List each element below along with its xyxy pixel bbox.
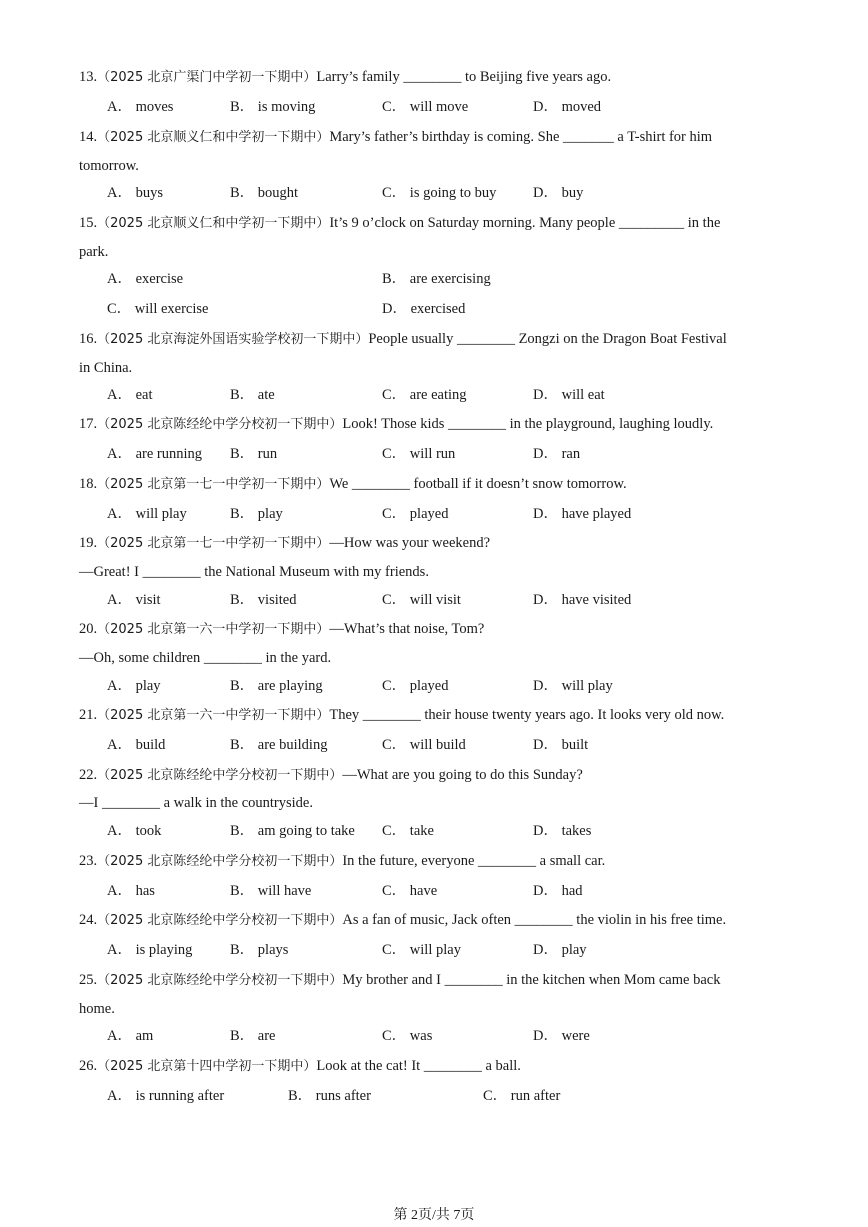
option-d: D． buy (533, 185, 584, 201)
question-text: in China. (79, 360, 133, 376)
question-line (0, 792, 868, 814)
option-b: B． will have (230, 883, 312, 899)
option-a: A． is playing (107, 942, 193, 958)
question-stem: —What are you going to do this Sunday? (342, 767, 583, 783)
option-d: D． were (533, 1028, 590, 1044)
question-line (0, 532, 868, 554)
question-stem: In the future, everyone ________ a small car. (342, 853, 606, 869)
option-d: D． will play (533, 678, 613, 694)
question-text (79, 66, 611, 89)
option-a: A． will play (107, 506, 187, 522)
option-c: C． played (382, 678, 449, 694)
option-a: A． is running after (107, 1088, 225, 1104)
option-b: B． are playing (230, 678, 323, 694)
options-row (0, 880, 868, 902)
question-text (79, 850, 605, 873)
options-row (0, 1085, 868, 1107)
question-line (0, 1055, 868, 1077)
question-source: （2025 北京第一七一中学初一下期中） (97, 477, 330, 492)
option-b: B． runs after (288, 1088, 371, 1104)
question-text (79, 473, 627, 496)
option-a: A． moves (107, 99, 174, 115)
question-stem: As a fan of music, Jack often ________ the violin in his free time. (342, 912, 727, 928)
option-b: B． bought (230, 185, 299, 201)
options-row (0, 443, 868, 465)
question-line (0, 126, 868, 148)
question-line (0, 328, 868, 350)
question-line (0, 850, 868, 872)
option-c: C． take (382, 823, 434, 839)
question-number: 24. (79, 912, 98, 928)
option-d: D． have played (533, 506, 632, 522)
question-number: 18. (79, 476, 98, 492)
option-b: B． visited (230, 592, 297, 608)
question-source: （2025 北京海淀外国语实验学校初一下期中） (97, 332, 369, 347)
options-row (0, 182, 868, 204)
option-a: A． build (107, 737, 166, 753)
question-number: 26. (79, 1058, 98, 1074)
options-row (0, 734, 868, 756)
question-number: 13. (79, 69, 98, 85)
option-b: B． run (230, 446, 278, 462)
options-row (0, 589, 868, 611)
option-d: D． ran (533, 446, 581, 462)
options-row (0, 820, 868, 842)
option-c: C． run after (483, 1088, 561, 1104)
question-text: park. (79, 244, 109, 260)
question-text (79, 1055, 521, 1078)
question-text (79, 618, 484, 641)
question-line (0, 212, 868, 234)
option-d: D． had (533, 883, 583, 899)
option-d: D． have visited (533, 592, 632, 608)
options-row (0, 268, 868, 290)
option-b: B． play (230, 506, 283, 522)
options-row (0, 298, 868, 320)
option-c: C． played (382, 506, 449, 522)
option-c: C． will play (382, 942, 461, 958)
question-text: tomorrow. (79, 158, 139, 174)
option-c: C． will build (382, 737, 466, 753)
option-c: C． are eating (382, 387, 467, 403)
option-d: D． takes (533, 823, 592, 839)
question-number: 25. (79, 972, 98, 988)
question-source: （2025 北京第一六一中学初一下期中） (97, 708, 330, 723)
question-source: （2025 北京广渠门中学初一下期中） (97, 70, 317, 85)
options-row (0, 939, 868, 961)
question-number: 17. (79, 416, 98, 432)
option-c: C． will visit (382, 592, 461, 608)
option-a: A． took (107, 823, 162, 839)
options-row (0, 96, 868, 118)
question-stem: It’s 9 o’clock on Saturday morning. Many people _________ in the (329, 215, 721, 231)
question-source: （2025 北京第一六一中学初一下期中） (97, 622, 330, 637)
question-stem: My brother and I ________ in the kitchen when Mom came back (342, 972, 721, 988)
question-source: （2025 北京第一七一中学初一下期中） (97, 536, 330, 551)
option-d: D． play (533, 942, 587, 958)
option-b: B． plays (230, 942, 289, 958)
question-line (0, 241, 868, 263)
option-c: C． was (382, 1028, 433, 1044)
question-source: （2025 北京陈经纶中学分校初一下期中） (97, 973, 343, 988)
options-row (0, 503, 868, 525)
option-d: D． exercised (382, 301, 466, 317)
option-b: B． are exercising (382, 271, 491, 287)
option-b: B． ate (230, 387, 275, 403)
question-line (0, 704, 868, 726)
question-stem: —How was your weekend? (329, 535, 491, 551)
question-line (0, 969, 868, 991)
question-text: —Great! I ________ the National Museum with my friends. (79, 564, 429, 580)
option-b: B． am going to take (230, 823, 355, 839)
question-text (79, 704, 724, 727)
option-a: A． exercise (107, 271, 184, 287)
options-row (0, 675, 868, 697)
question-text: —Oh, some children ________ in the yard. (79, 650, 332, 666)
option-c: C． will exercise (107, 301, 209, 317)
question-number: 16. (79, 331, 98, 347)
question-source: （2025 北京陈经纶中学分校初一下期中） (97, 417, 343, 432)
question-text (79, 328, 727, 351)
question-source: （2025 北京陈经纶中学分校初一下期中） (97, 913, 343, 928)
question-text: —I ________ a walk in the countryside. (79, 795, 313, 811)
question-number: 20. (79, 621, 98, 637)
option-a: A． visit (107, 592, 161, 608)
question-stem: We ________ football if it doesn’t snow tomorrow. (329, 476, 627, 492)
question-text (79, 764, 583, 787)
question-text (79, 909, 726, 932)
question-stem: Look! Those kids ________ in the playground, laughing loudly. (342, 416, 714, 432)
question-line (0, 155, 868, 177)
question-source: （2025 北京顺义仁和中学初一下期中） (97, 130, 330, 145)
question-line (0, 618, 868, 640)
option-a: A． am (107, 1028, 154, 1044)
question-number: 15. (79, 215, 98, 231)
question-stem: Look at the cat! It ________ a ball. (316, 1058, 521, 1074)
question-source: （2025 北京第十四中学初一下期中） (97, 1059, 317, 1074)
question-line (0, 998, 868, 1020)
option-c: C． will run (382, 446, 456, 462)
option-c: C． will move (382, 99, 469, 115)
question-line (0, 357, 868, 379)
question-text (79, 212, 720, 235)
option-a: A． eat (107, 387, 153, 403)
option-c: C． is going to buy (382, 185, 497, 201)
question-text (79, 969, 720, 992)
options-row (0, 384, 868, 406)
option-a: A． has (107, 883, 155, 899)
question-stem: Larry’s family ________ to Beijing five years ago. (316, 69, 612, 85)
option-d: D． moved (533, 99, 602, 115)
question-line (0, 909, 868, 931)
question-line (0, 473, 868, 495)
question-line (0, 413, 868, 435)
option-a: A． buys (107, 185, 163, 201)
question-number: 21. (79, 707, 98, 723)
options-row (0, 1025, 868, 1047)
question-stem: People usually ________ Zongzi on the Dragon Boat Festival (368, 331, 727, 347)
question-stem: Mary’s father’s birthday is coming. She _______ a T-shirt for him (329, 129, 713, 145)
option-d: D． will eat (533, 387, 605, 403)
option-b: B． is moving (230, 99, 316, 115)
question-line (0, 647, 868, 669)
question-text (79, 413, 713, 436)
option-b: B． are (230, 1028, 276, 1044)
question-text (79, 126, 712, 149)
question-number: 22. (79, 767, 98, 783)
option-d: D． built (533, 737, 589, 753)
question-source: （2025 北京陈经纶中学分校初一下期中） (97, 854, 343, 869)
option-a: A． play (107, 678, 161, 694)
option-a: A． are running (107, 446, 203, 462)
question-source: （2025 北京陈经纶中学分校初一下期中） (97, 768, 343, 783)
option-b: B． are building (230, 737, 328, 753)
question-text: home. (79, 1001, 115, 1017)
question-text (79, 532, 490, 555)
question-stem: They ________ their house twenty years ago. It looks very old now. (329, 707, 725, 723)
option-c: C． have (382, 883, 438, 899)
question-line (0, 764, 868, 786)
question-source: （2025 北京顺义仁和中学初一下期中） (97, 216, 330, 231)
question-stem: —What’s that noise, Tom? (329, 621, 485, 637)
question-number: 14. (79, 129, 98, 145)
question-number: 23. (79, 853, 98, 869)
question-line (0, 561, 868, 583)
page-number: 第 2页/共 7页 (393, 1208, 475, 1223)
question-line (0, 66, 868, 88)
question-number: 19. (79, 535, 98, 551)
